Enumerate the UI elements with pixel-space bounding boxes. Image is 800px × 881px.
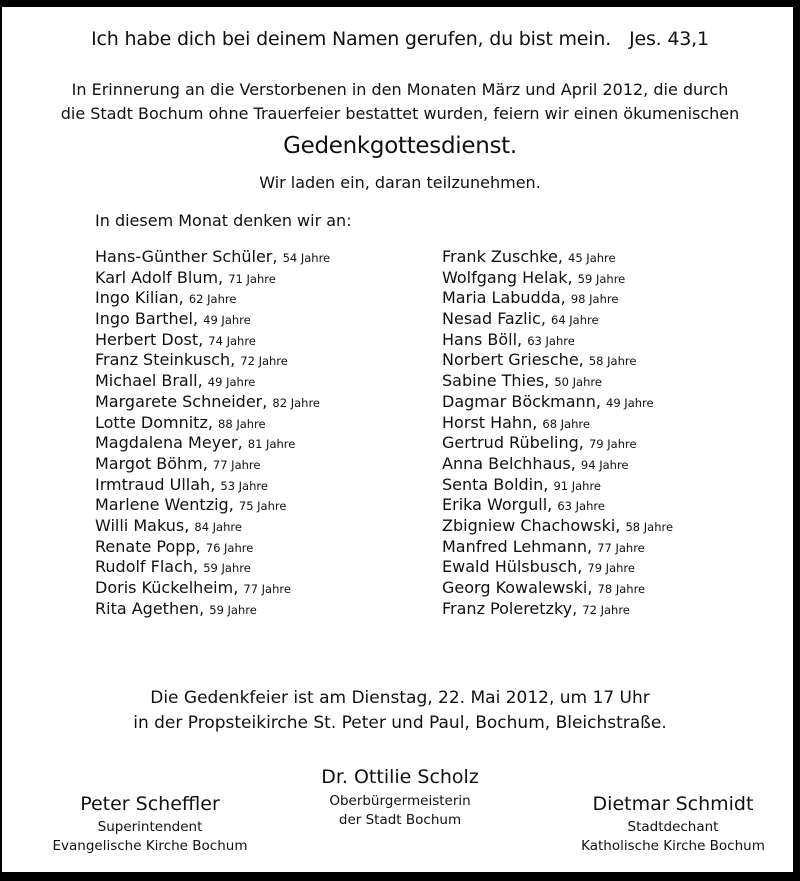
deceased-name: Norbert Griesche, — [442, 350, 584, 370]
deceased-name: Margarete Schneider, — [95, 391, 268, 411]
deceased-entry — [95, 413, 330, 434]
deceased-age: 58 Jahre — [625, 519, 674, 534]
deceased-name: Senta Boldin, — [442, 474, 549, 494]
bible-verse — [0, 28, 800, 50]
deceased-entry — [442, 599, 673, 620]
deceased-list-right — [442, 247, 673, 619]
deceased-name: Ingo Barthel, — [95, 309, 199, 329]
deceased-entry — [95, 392, 330, 413]
deceased-entry — [95, 557, 330, 578]
deceased-name: Franz Poleretzky, — [442, 598, 578, 618]
deceased-name: Wolfgang Helak, — [442, 267, 573, 287]
deceased-name: Maria Labudda, — [442, 288, 566, 308]
deceased-age: 62 Jahre — [188, 292, 237, 307]
deceased-entry — [442, 413, 673, 434]
signatory-title: Oberbürgermeisterin — [329, 793, 471, 809]
deceased-age: 59 Jahre — [209, 602, 257, 617]
deceased-name: Karl Adolf Blum, — [95, 267, 224, 287]
deceased-age: 82 Jahre — [272, 395, 320, 410]
deceased-name: Rita Agethen, — [95, 598, 205, 618]
deceased-entry — [95, 433, 330, 454]
deceased-entry — [442, 557, 673, 578]
deceased-age: 94 Jahre — [580, 457, 629, 472]
deceased-age: 59 Jahre — [577, 271, 626, 286]
deceased-entry — [442, 475, 673, 496]
deceased-name: Hans Böll, — [442, 329, 523, 349]
deceased-age: 71 Jahre — [228, 271, 276, 286]
deceased-name: Rudolf Flach, — [95, 557, 199, 577]
deceased-name: Margot Böhm, — [95, 453, 208, 473]
event-details — [0, 686, 800, 736]
deceased-name: Horst Hahn, — [442, 412, 538, 432]
deceased-entry — [95, 599, 330, 620]
deceased-entry — [442, 330, 673, 351]
signatory-organization: Evangelische Kirche Bochum — [52, 838, 248, 854]
deceased-name: Zbigniew Chachowski, — [442, 515, 621, 535]
deceased-age: 54 Jahre — [282, 251, 331, 265]
deceased-age: 79 Jahre — [588, 437, 637, 452]
deceased-age: 77 Jahre — [597, 540, 645, 555]
signatory-name: Peter Scheffler — [80, 793, 220, 815]
deceased-entry — [95, 350, 330, 371]
deceased-entry — [442, 454, 673, 475]
signatory-mayor — [290, 766, 510, 830]
intro-text — [40, 78, 760, 126]
deceased-name: Anna Belchhaus, — [442, 453, 576, 473]
deceased-age: 79 Jahre — [587, 561, 635, 576]
invitation-text: Wir laden ein, daran teilzunehmen. — [259, 173, 541, 192]
deceased-name: Doris Kückelheim, — [95, 578, 239, 597]
signatory-organization: der Stadt Bochum — [338, 812, 462, 828]
deceased-entry — [95, 516, 330, 537]
deceased-entry — [95, 371, 330, 392]
signatory-organization: Katholische Kirche Bochum — [581, 838, 765, 854]
deceased-name: Magdalena Meyer, — [95, 433, 243, 453]
deceased-name: Hans-Günther Schüler, — [95, 247, 278, 266]
month-label: In diesem Monat denken wir an: — [95, 211, 352, 230]
deceased-age: 49 Jahre — [207, 375, 256, 390]
deceased-age: 50 Jahre — [554, 375, 602, 390]
deceased-entry — [442, 371, 673, 392]
deceased-entry — [95, 268, 330, 289]
deceased-name: Ingo Kilian, — [95, 288, 184, 308]
deceased-age: 59 Jahre — [203, 561, 251, 576]
deceased-entry — [442, 392, 673, 413]
verse-reference: Jes. 43,1 — [629, 28, 709, 50]
signatory-title: Superintendent — [97, 819, 203, 835]
deceased-entry — [95, 537, 330, 558]
deceased-entry — [442, 309, 673, 330]
deceased-age: 72 Jahre — [582, 602, 630, 617]
deceased-entry — [442, 516, 673, 537]
deceased-entry — [442, 433, 673, 454]
deceased-age: 84 Jahre — [194, 519, 242, 534]
deceased-entry — [95, 578, 330, 599]
deceased-name: Irmtraud Ullah, — [95, 474, 216, 494]
deceased-entry — [442, 350, 673, 371]
deceased-age: 49 Jahre — [203, 313, 251, 328]
deceased-name: Nesad Fazlic, — [442, 309, 546, 329]
deceased-name: Marlene Wentzig, — [95, 495, 234, 515]
deceased-name: Michael Brall, — [95, 371, 203, 391]
deceased-name: Manfred Lehmann, — [442, 536, 593, 556]
deceased-age: 53 Jahre — [220, 478, 268, 493]
deceased-age: 77 Jahre — [243, 582, 291, 596]
deceased-name: Herbert Dost, — [95, 329, 204, 349]
signatory-protestant — [40, 793, 260, 856]
deceased-age: 78 Jahre — [597, 582, 646, 596]
deceased-age: 88 Jahre — [218, 416, 266, 431]
event-line-2: in der Propsteikirche St. Peter und Paul, Bochum, Bleichstraße. — [133, 713, 667, 733]
event-line-1: Die Gedenkfeier ist am Dienstag, 22. Mai 2012, um 17 Uhr — [150, 688, 650, 708]
deceased-list-left — [95, 247, 330, 619]
deceased-entry — [95, 475, 330, 496]
deceased-entry — [442, 268, 673, 289]
signatory-title: Stadtdechant — [627, 819, 719, 835]
deceased-age: 91 Jahre — [553, 478, 602, 493]
deceased-entry — [95, 288, 330, 309]
deceased-age: 72 Jahre — [240, 354, 288, 369]
deceased-name: Sabine Thies, — [442, 371, 550, 391]
deceased-age: 75 Jahre — [238, 499, 287, 514]
deceased-name: Franz Steinkusch, — [95, 350, 236, 370]
deceased-name: Renate Popp, — [95, 536, 201, 556]
deceased-entry — [442, 578, 673, 599]
deceased-age: 58 Jahre — [588, 354, 637, 369]
deceased-entry — [95, 454, 330, 475]
deceased-entry — [95, 495, 330, 516]
deceased-age: 76 Jahre — [205, 540, 254, 555]
verse-text: Ich habe dich bei deinem Namen gerufen, du bist mein. — [91, 28, 612, 50]
deceased-age: 45 Jahre — [568, 251, 616, 265]
deceased-entry — [442, 537, 673, 558]
signatory-catholic — [568, 793, 778, 856]
service-heading: Gedenkgottesdienst. — [283, 133, 517, 159]
deceased-age: 68 Jahre — [542, 416, 590, 431]
signatory-name: Dietmar Schmidt — [592, 793, 754, 815]
deceased-name: Gertrud Rübeling, — [442, 433, 584, 453]
intro-line-1: In Erinnerung an die Verstorbenen in den Monaten März und April 2012, die durch — [71, 80, 729, 99]
deceased-age: 49 Jahre — [606, 395, 654, 410]
deceased-name: Ewald Hülsbusch, — [442, 557, 583, 577]
deceased-age: 63 Jahre — [527, 333, 575, 348]
deceased-entry — [442, 288, 673, 309]
deceased-name: Erika Worgull, — [442, 495, 553, 515]
deceased-age: 77 Jahre — [212, 457, 261, 472]
deceased-entry — [95, 330, 330, 351]
deceased-age: 98 Jahre — [570, 292, 619, 307]
deceased-entry — [442, 495, 673, 516]
deceased-age: 74 Jahre — [208, 333, 256, 348]
deceased-entry — [95, 309, 330, 330]
signatory-name: Dr. Ottilie Scholz — [321, 766, 479, 788]
deceased-age: 63 Jahre — [557, 499, 605, 514]
deceased-name: Willi Makus, — [95, 515, 190, 535]
deceased-entry — [442, 247, 673, 268]
deceased-name: Dagmar Böckmann, — [442, 391, 601, 411]
deceased-name: Lotte Domnitz, — [95, 412, 213, 432]
deceased-entry — [95, 247, 330, 268]
deceased-name: Georg Kowalewski, — [442, 578, 593, 597]
deceased-age: 64 Jahre — [551, 313, 599, 328]
deceased-age: 81 Jahre — [247, 437, 296, 452]
deceased-name: Frank Zuschke, — [442, 247, 563, 266]
intro-line-2: die Stadt Bochum ohne Trauerfeier bestattet wurden, feiern wir einen ökumenischen — [60, 104, 740, 123]
